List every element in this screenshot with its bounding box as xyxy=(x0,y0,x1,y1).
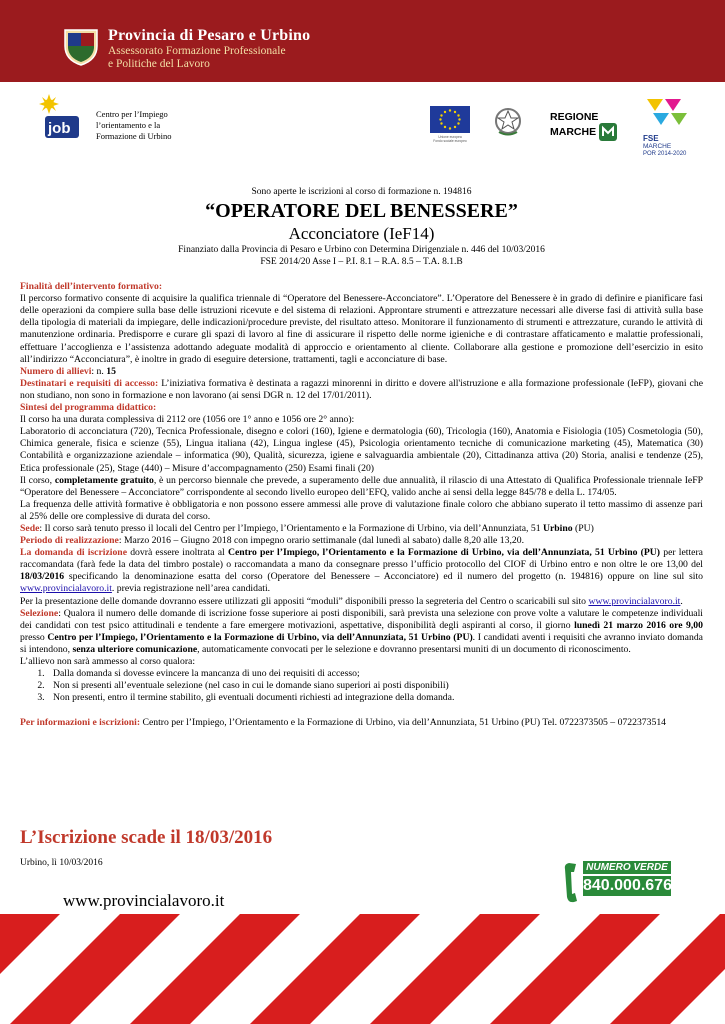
finalita-text: Il percorso formativo consente di acquisire la qualifica triennale di “Operatore del Benessere-Acconciatore”. L’Operatore del Benessere è in grado di definire e pianificare fasi delle operazioni da compiere sulla base delle istruzioni ricevute e del sistema di relazioni. Approntare strumenti e attrezzature necessari alle diverse fasi di attività sulla base della tipologia di materiali da impiegare, delle indicazioni/procedure previste, del risultato atteso. Monitorare il funzionamento di strumenti e attrezzature, curando le attività di manutenzione ordinaria. Predisporre e curare gli spazi di lavoro al fine di assicurare il rispetto delle norme igieniche e di contrastare affaticamento e malattie professionali, effettuare l’accoglienza e l’assistenza adottando adeguate modalità di approccio e orientamento al cliente. Collaborare alla gestione e promozione dell’esercizio in esito all’indirizzo “Acconciatura”, è inoltre in grado di eseguire detersione, trattamenti, tagli e acconciature di base. xyxy=(20,293,703,365)
finalita-heading: Finalità dell’intervento formativo: xyxy=(20,281,163,293)
info-text: Per informazioni e iscrizioni: Centro per l’Impiego, l’Orientamento e la Formazione di Urbino, via dell’Annunziata, 51 Urbino (PU) Tel. 0722373505 – 0722373514 xyxy=(20,717,667,729)
centro-impiego-label: Centro per l’Impiego l’orientamento e la Formazione di Urbino xyxy=(96,109,172,141)
financing-line-2: FSE 2014/20 Asse I – P.I. 8.1 – R.A. 8.5 – T.A. 8.1.B xyxy=(260,257,463,268)
numero-verde-label: NUMERO VERDE xyxy=(583,861,671,874)
footer-website: www.provincialavoro.it xyxy=(63,891,225,910)
moduli-text: Per la presentazione delle domande dovranno essere utilizzati gli appositi “moduli” disponibili presso la segreteria del Centro o scaricabili sul sito www.provincialavoro.it. xyxy=(20,595,683,607)
header-banner xyxy=(0,0,725,82)
fse-marche-logo: FSE MARCHE POR 2014-2020 xyxy=(643,97,691,158)
regione-marche-logo: REGIONE MARCHE xyxy=(550,112,617,141)
periodo-text: Periodo di realizzazione: Marzo 2016 – Giugno 2018 con impegno orario settimanale (dal lunedì al sabato) dalle 8,20 alle 13,20. xyxy=(20,535,524,547)
date-line: Urbino, lì 10/03/2016 xyxy=(20,858,103,868)
allievi-line: Numero di allievi: n. 15 xyxy=(20,365,116,377)
job-logo-icon xyxy=(33,94,83,140)
moduli-link[interactable]: www.provincialavoro.it xyxy=(588,595,681,607)
list-item: 3. Non presenti, entro il termine stabilito, gli eventuali documenti richiesti ad integrazione della domanda. xyxy=(47,692,703,704)
numero-verde-badge xyxy=(563,857,675,913)
announcement-body xyxy=(20,186,703,729)
intro-text: Sono aperte le iscrizioni al corso di formazione n. 194816 xyxy=(251,187,472,197)
non-ammesso-text: L’allievo non sarà ammesso al corso qualora: xyxy=(20,656,196,667)
frequenza-text: La frequenza delle attività formative è obbligatoria e non possono essere ammessi alle prove di valutazione finale coloro che abbiano superato il tetto massimo di assenze pari al 25% delle ore complessive di durata del corso. xyxy=(20,498,703,522)
numero-verde-number: 840.000.676 xyxy=(583,877,672,894)
svg-text:Unione europea: Unione europea xyxy=(438,135,462,139)
sintesi-duration: Il corso ha una durata complessiva di 2112 ore (1056 ore 1° anno e 1056 ore 2° anno): xyxy=(20,414,355,426)
domanda-text: La domanda di iscrizione dovrà essere inoltrata al Centro per l’Impiego, l’Orientamento e la Formazione di Urbino, via dell’Annunziata, 51 Urbino (PU) per lettera raccomandata (farà fede la data del timbro postale) o raccomandata a mano da consegnare presso l’ufficio protocollo del CIOF di Urbino entro e non oltre le ore 13,00 del 18/03/2016 specificando la denominazione esatta del corso (Operatore del Benessere – Acconciatore) ed il numero del progetto (n. 194816) oppure on line sul sito www.provincialavoro.it. previa registrazione nell’area candidati. xyxy=(20,547,703,595)
course-title: “OPERATORE DEL BENESSERE” xyxy=(205,200,518,223)
course-subtitle: Acconciatore (IeF14) xyxy=(288,224,435,244)
italian-republic-emblem-icon xyxy=(493,106,523,138)
header-subtitle-1: Assessorato Formazione Professionale xyxy=(108,45,286,57)
fse-marche-mark-icon xyxy=(643,97,691,129)
eu-flag-icon xyxy=(428,106,472,144)
financing-line-1: Finanziato dalla Provincia di Pesaro e Urbino con Determina Dirigenziale n. 446 del 10/03/2016 xyxy=(178,245,545,256)
red-white-stripes-decoration xyxy=(0,914,725,1024)
phone-icon xyxy=(563,861,583,905)
selezione-text: Selezione: Qualora il numero delle domande di iscrizione fosse superiore ai posti disponibili, sarà prevista una selezione con prove volte a valutare le competenze individuali dei candidati con test psico attitudinali e tendente a fare emergere motivazioni, aspettative, disponibilità degli aspiranti al corso, il giorno lunedì 21 marzo 2016 ore 9,00 presso Centro per l’Impiego, l’Orientamento e la Formazione di Urbino, via dell’Annunziata, 51 Urbino (PU). I candidati aventi i requisiti che avranno inviato domanda si intendono, senza ulteriore comunicazione, automaticamente convocati per le selezione e dovranno presentarsi muniti di un documento di riconoscimento. xyxy=(20,607,703,655)
header-subtitle-2: e Politiche del Lavoro xyxy=(108,58,210,70)
list-item: 2. Non si presenti all’eventuale selezione (nel caso in cui le domande siano superiori ai posti disponibili) xyxy=(47,680,703,692)
sede-text: Sede: Il corso sarà tenuto presso il locali del Centro per l’Impiego, l’Orientamento e la Formazione di Urbino, via dell’Annunziata, 51 Urbino (PU) xyxy=(20,522,594,534)
province-crest-icon xyxy=(63,26,99,66)
svg-text:Fondo sociale europeo: Fondo sociale europeo xyxy=(433,139,467,143)
header-title: Provincia di Pesaro e Urbino xyxy=(108,27,311,44)
deadline-heading: L’Iscrizione scade il 18/03/2016 xyxy=(20,827,273,848)
provincialavoro-link[interactable]: www.provincialavoro.it xyxy=(20,583,112,595)
list-item: 1. Dalla domanda si dovesse evincere la mancanza di uno dei requisiti di accesso; xyxy=(47,668,703,680)
sintesi-modules: Laboratorio di acconciatura (720), Tecnica Professionale, disegno e colori (160), Igiene e dermatologia (60), Tricologia (160), Anatomia e Fisiologia (105) Cosmetologia (50), Chimica generale, fisica e scienze (55), Lingua italiana (42), Lingua inglese (45), Psicologia orientamento tecniche di comunicazione marketing (45), Matematica (30) Contabilità e organizzazione aziendale – informatica (90), Qualità, sicurezza, igiene e salvaguardia ambientale (20), Cittadinanza attiva (20) Storia, analisi e tendenze (25), Etica professionale (25), Stage (440) – Misure d’accompagnamento (250) Esami finali (20) xyxy=(20,426,703,474)
gratuito-text: Il corso, completamente gratuito, è un percorso biennale che prevede, a superamento delle due annualità, il rilascio di una Attestato di Qualifica Professionale triennale IeFP “Operatore del Benessere – Acconciatore” corrispondente al secondo livello europeo dell’EFQ, valido anche ai sensi della legge 845/78 e della L. 174/05. xyxy=(20,474,704,498)
destinatari-text: Destinatari e requisiti di accesso: L’iniziativa formativa è destinata a ragazzi minorenni in diritto e dovere all'istruzione e alla formazione professionale (IeFP), giovani che non studiano, non sono in formazione e non lavorano (ai sensi DGR n. 12 del 17/01/2011). xyxy=(20,377,703,401)
exclusion-list xyxy=(20,668,703,704)
sintesi-heading: Sintesi del programma didattico: xyxy=(20,402,157,414)
regione-marche-mark-icon xyxy=(599,123,617,141)
svg-text:job: job xyxy=(48,120,71,137)
